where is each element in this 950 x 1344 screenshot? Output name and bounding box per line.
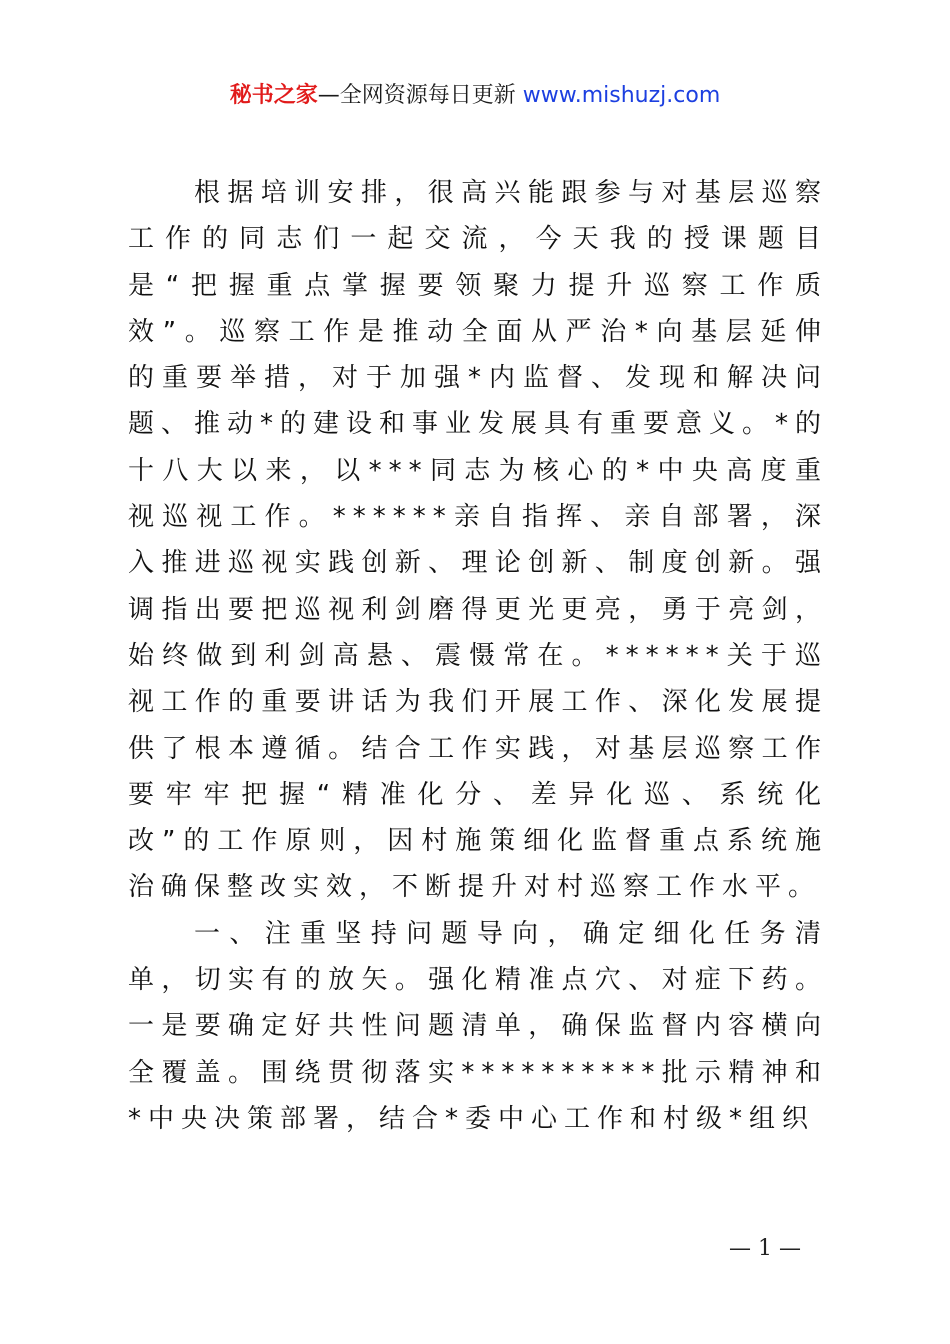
site-header bbox=[0, 80, 950, 112]
document-body bbox=[128, 170, 828, 1142]
page-number: — 1 — bbox=[729, 1236, 801, 1261]
header-tagline: —全网资源每日更新 bbox=[317, 83, 516, 108]
brand-name: 秘书之家 bbox=[229, 83, 318, 108]
paragraph-section-one: 一、注重坚持问题导向，确定细化任务清单，切实有的放矢。强化精准点穴、对症下药。一是要确定好共性问题清单，确保监督内容横向全覆盖。围绕贯彻落实**********批示精神和*中央决策部署，结合*委中心工作和村级*组织 bbox=[128, 918, 828, 1134]
site-url-link[interactable]: www.mishuzj.com bbox=[522, 83, 721, 108]
paragraph-intro: 根据培训安排，很高兴能跟参与对基层巡察工作的同志们一起交流，今天我的授课题目是“把握重点掌握要领聚力提升巡察工作质效”。巡察工作是推动全面从严治*向基层延伸的重要举措，对于加强*内监督、发现和解决问题、推动*的建设和事业发展具有重要意义。*的十八大以来，以***同志为核心的*中央高度重视巡视工作。******亲自指挥、亲自部署，深入推进巡视实践创新、理论创新、制度创新。强调指出要把巡视利剑磨得更光更亮，勇于亮剑，始终做到利剑高悬、震慑常在。******关于巡视工作的重要讲话为我们开展工作、深化发展提供了根本遵循。结合工作实践，对基层巡察工作要牢牢把握“精准化分、差异化巡、系统化改”的工作原则，因村施策细化监督重点系统施治确保整改实效，不断提升对村巡察工作水平。 bbox=[128, 178, 829, 903]
